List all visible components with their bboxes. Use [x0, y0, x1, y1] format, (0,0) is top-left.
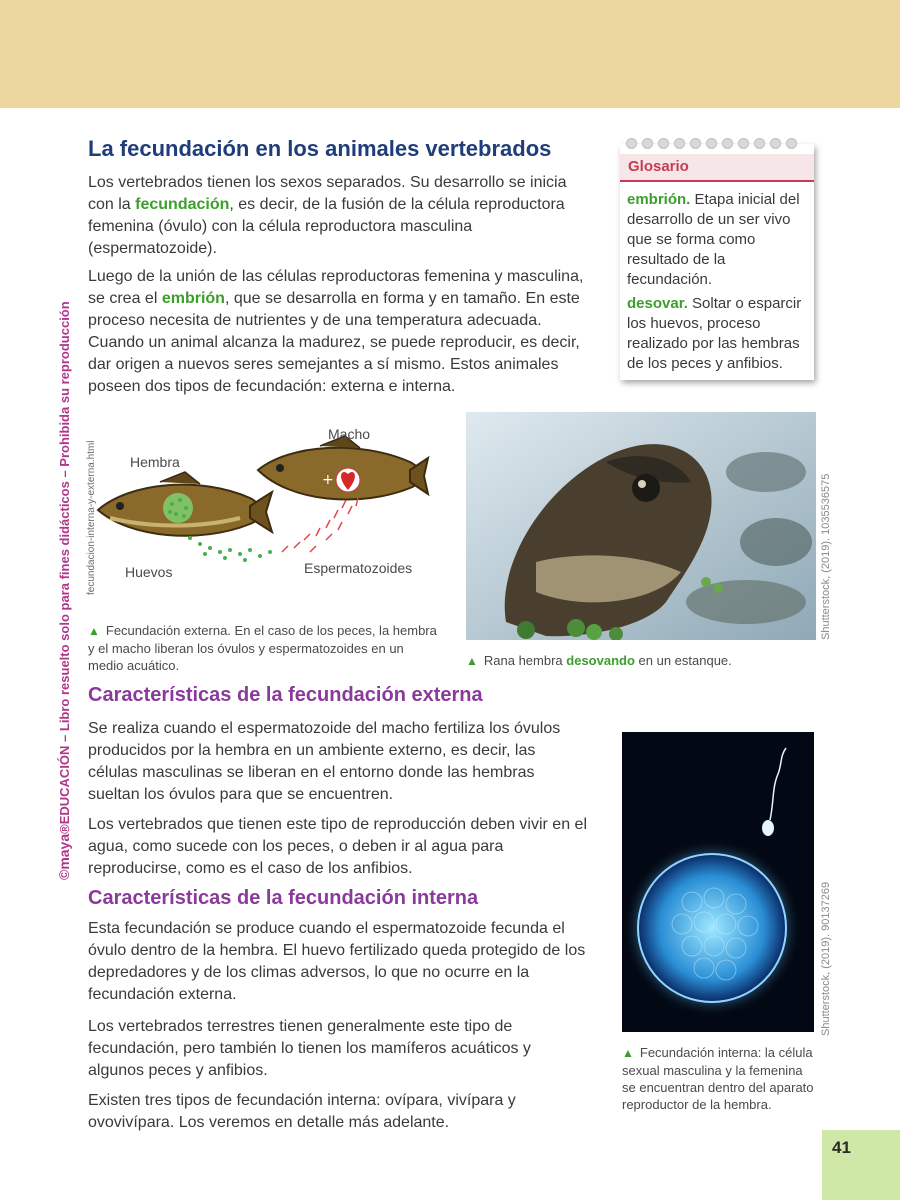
copyright-vertical-text: ©maya®EDUCACIÓN – Libro resuelto solo para fines didácticos – Prohibida su reproducción — [56, 301, 72, 880]
egg-cell-photo — [622, 732, 814, 1032]
section-title-externa: Características de la fecundación externa — [88, 684, 483, 706]
glossary-entry-desovar: desovar. Soltar o esparcir los huevos, proceso realizado por las hembras de los peces y anfibios. — [627, 295, 802, 372]
triangle-icon: ▲ — [88, 624, 100, 638]
page-number: 41 — [832, 1138, 851, 1157]
glossary-entry-embrion: embrión. Etapa inicial del desarrollo de un ser vivo que se forma como resultado de la fecundación. — [627, 191, 800, 288]
header-band — [0, 0, 900, 108]
caption-fecundacion-interna: ▲ Fecundación interna: la célula sexual masculina y la femenina se encuentran dentro del aparato reproductor de la hembra. — [622, 1045, 814, 1112]
label-huevos: Huevos — [125, 564, 173, 580]
credit-frog-photo: Shutterstock, (2019). 1035536575 — [820, 473, 832, 640]
paragraph-embrion: Luego de la unión de las células reproductoras femenina y masculina, se crea el embrión, que se desarrolla en forma y en tamaño. En este proceso necesita de nutrientes y de una temperatura adecuada. Cuando un animal alcanza la madurez, se puede reproducir, es decir, dar origen a nuevos seres semejantes a sí mismo. Estos animales poseen dos tipos de fecundación: externa e interna. — [88, 268, 584, 395]
label-macho: Macho — [328, 426, 371, 442]
paragraph-interna-3: Existen tres tipos de fecundación interna: ovípara, vivípara y ovovivípara. Los veremos en detalle más adelante. — [88, 1092, 516, 1131]
frog-photo — [466, 412, 816, 640]
fish-fertilization-illustration — [90, 410, 430, 590]
label-hembra: Hembra — [130, 454, 180, 470]
credit-cell-photo: Shutterstock, (2019). 90137269 — [820, 881, 832, 1036]
triangle-icon: ▲ — [622, 1046, 634, 1060]
section-title-fecundacion: La fecundación en los animales vertebrados — [88, 136, 552, 161]
egg-cell-drawing — [622, 732, 814, 1032]
male-fish — [258, 436, 428, 500]
source-url-vertical: fecundacion-interna-y-externa.html — [86, 440, 97, 595]
caption-rana: ▲ Rana hembra desovando en un estanque. — [466, 653, 732, 668]
sperm-cloud — [282, 498, 358, 552]
frog-photo-drawing — [466, 412, 816, 640]
term-embrion: embrión — [161, 290, 225, 307]
paragraph-interna-2: Los vertebrados terrestres tienen generalmente este tipo de fecundación, pero también lo tienen los mamíferos acuáticos y algunos peces y anfibios. — [88, 1018, 531, 1079]
glossary-box — [620, 144, 814, 380]
notebook-rings — [626, 136, 812, 148]
paragraph-externa-1: Se realiza cuando el espermatozoide del macho fertiliza los óvulos producidos por la hembra en un ambiente externo, es decir, las células masculinas se liberan en el entorno donde las hembras sueltan los óvulos para que se encuentren. — [88, 720, 561, 803]
paragraph-intro: Los vertebrados tienen los sexos separados. Su desarrollo se inicia con la fecundación, es decir, de la fusión de la célula reproductora femenina (óvulo) con la célula reproductora masculina (espermatozoide). — [88, 174, 567, 257]
glossary-title: Glosario — [620, 154, 814, 182]
triangle-icon: ▲ — [466, 654, 478, 668]
svg-text:+: + — [322, 472, 334, 488]
paragraph-interna-1: Esta fecundación se produce cuando el espermatozoide fecunda el óvulo dentro de la hembra. El huevo fertilizado queda protegido de los depredadores y de los climas adversos, lo que no ocurre en la fecundación externa. — [88, 920, 586, 1003]
term-fecundacion: fecundación — [135, 196, 230, 213]
caption-fecundacion-externa: ▲ Fecundación externa. En el caso de los peces, la hembra y el macho liberan los óvulos y espermatozoides en un medio acuático. — [88, 623, 437, 673]
label-espermatozoides: Espermatozoides — [304, 560, 413, 576]
paragraph-externa-2: Los vertebrados que tienen este tipo de reproducción deben vivir en el agua, como sucede con los peces, o deben ir al agua para reproducirse, como es el caso de los anfibios. — [88, 816, 587, 877]
section-title-interna: Características de la fecundación interna — [88, 887, 479, 909]
